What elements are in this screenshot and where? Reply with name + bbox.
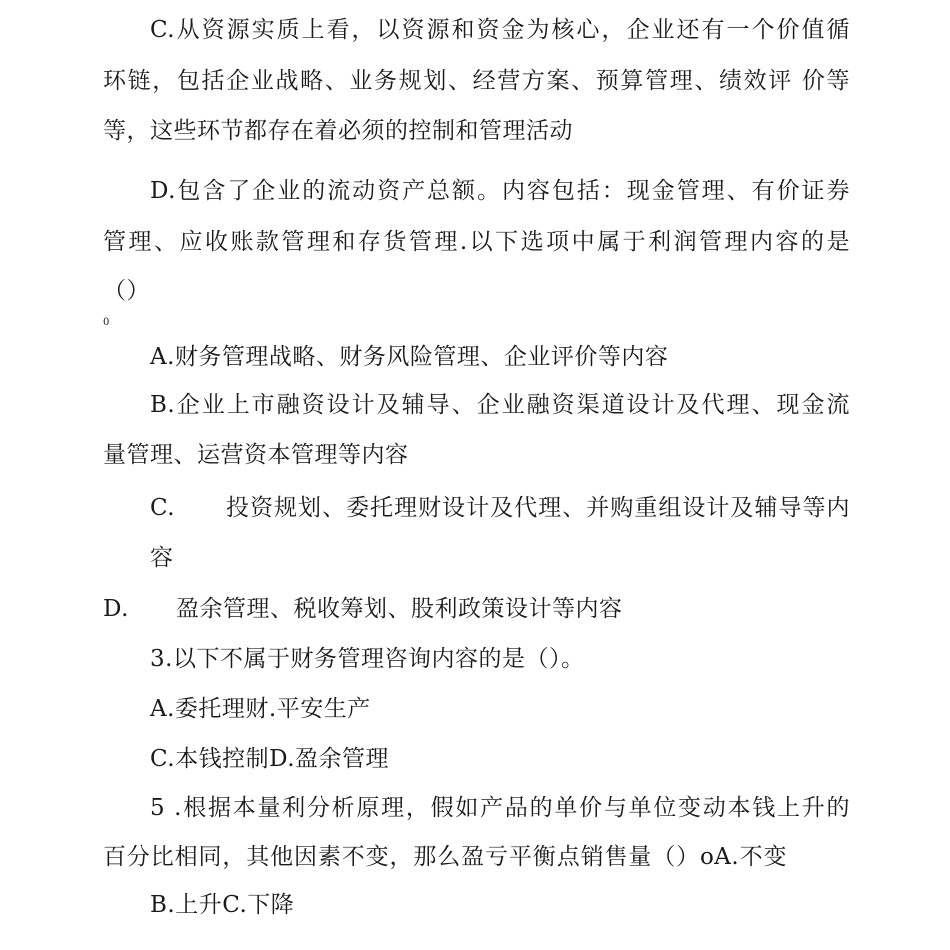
- question-3-options-c-d: C.本钱控制D.盈余管理: [150, 746, 390, 772]
- paragraph-c-line-3: 等，这些环节都存在着必须的控制和管理活动: [103, 118, 573, 144]
- paragraph-d-line-1: D.包含了企业的流动资产总额。内容包括：现金管理、有价证券: [150, 178, 850, 204]
- option-c-label: C.: [150, 495, 176, 521]
- option-d-label: D.: [103, 596, 129, 622]
- question-5-line-2: 百分比相同，其他因素不变，那么盈亏平衡点销售量（）oA.不变: [103, 844, 787, 870]
- stray-mark: 0: [103, 317, 110, 328]
- question-5-line-1: 5 .根据本量利分析原理，假如产品的单价与单位变动本钱上升的: [150, 795, 850, 821]
- paragraph-c-line-1: C.从资源实质上看，以资源和资金为核心，企业还有一个价值循: [150, 17, 850, 43]
- question-5-options-b-c: B.上升C.下降: [150, 892, 295, 918]
- question-blank: （）: [103, 278, 150, 304]
- option-a: A.财务管理战略、财务风险管理、企业评价等内容: [150, 344, 669, 370]
- option-d-text: 盈余管理、税收筹划、股利政策设计等内容: [176, 596, 623, 622]
- option-c-text-continued: 容: [150, 545, 174, 571]
- option-b-line-2: 量管理、运营资本管理等内容: [103, 442, 409, 468]
- question-3: 3.以下不属于财务管理咨询内容的是（）。: [150, 646, 585, 672]
- option-b-line-1: B.企业上市融资设计及辅导、企业融资渠道设计及代理、现金流: [150, 392, 850, 418]
- paragraph-d-line-2: 管理、应收账款管理和存货管理.以下选项中属于利润管理内容的是: [103, 229, 850, 255]
- question-3-options-a: A.委托理财.平安生产: [150, 696, 371, 722]
- paragraph-c-line-2: 环链，包括企业战略、业务规划、经营方案、预算管理、绩效评 价等: [103, 68, 850, 94]
- option-c-text: 投资规划、委托理财设计及代理、并购重组设计及辅导等内: [226, 495, 850, 521]
